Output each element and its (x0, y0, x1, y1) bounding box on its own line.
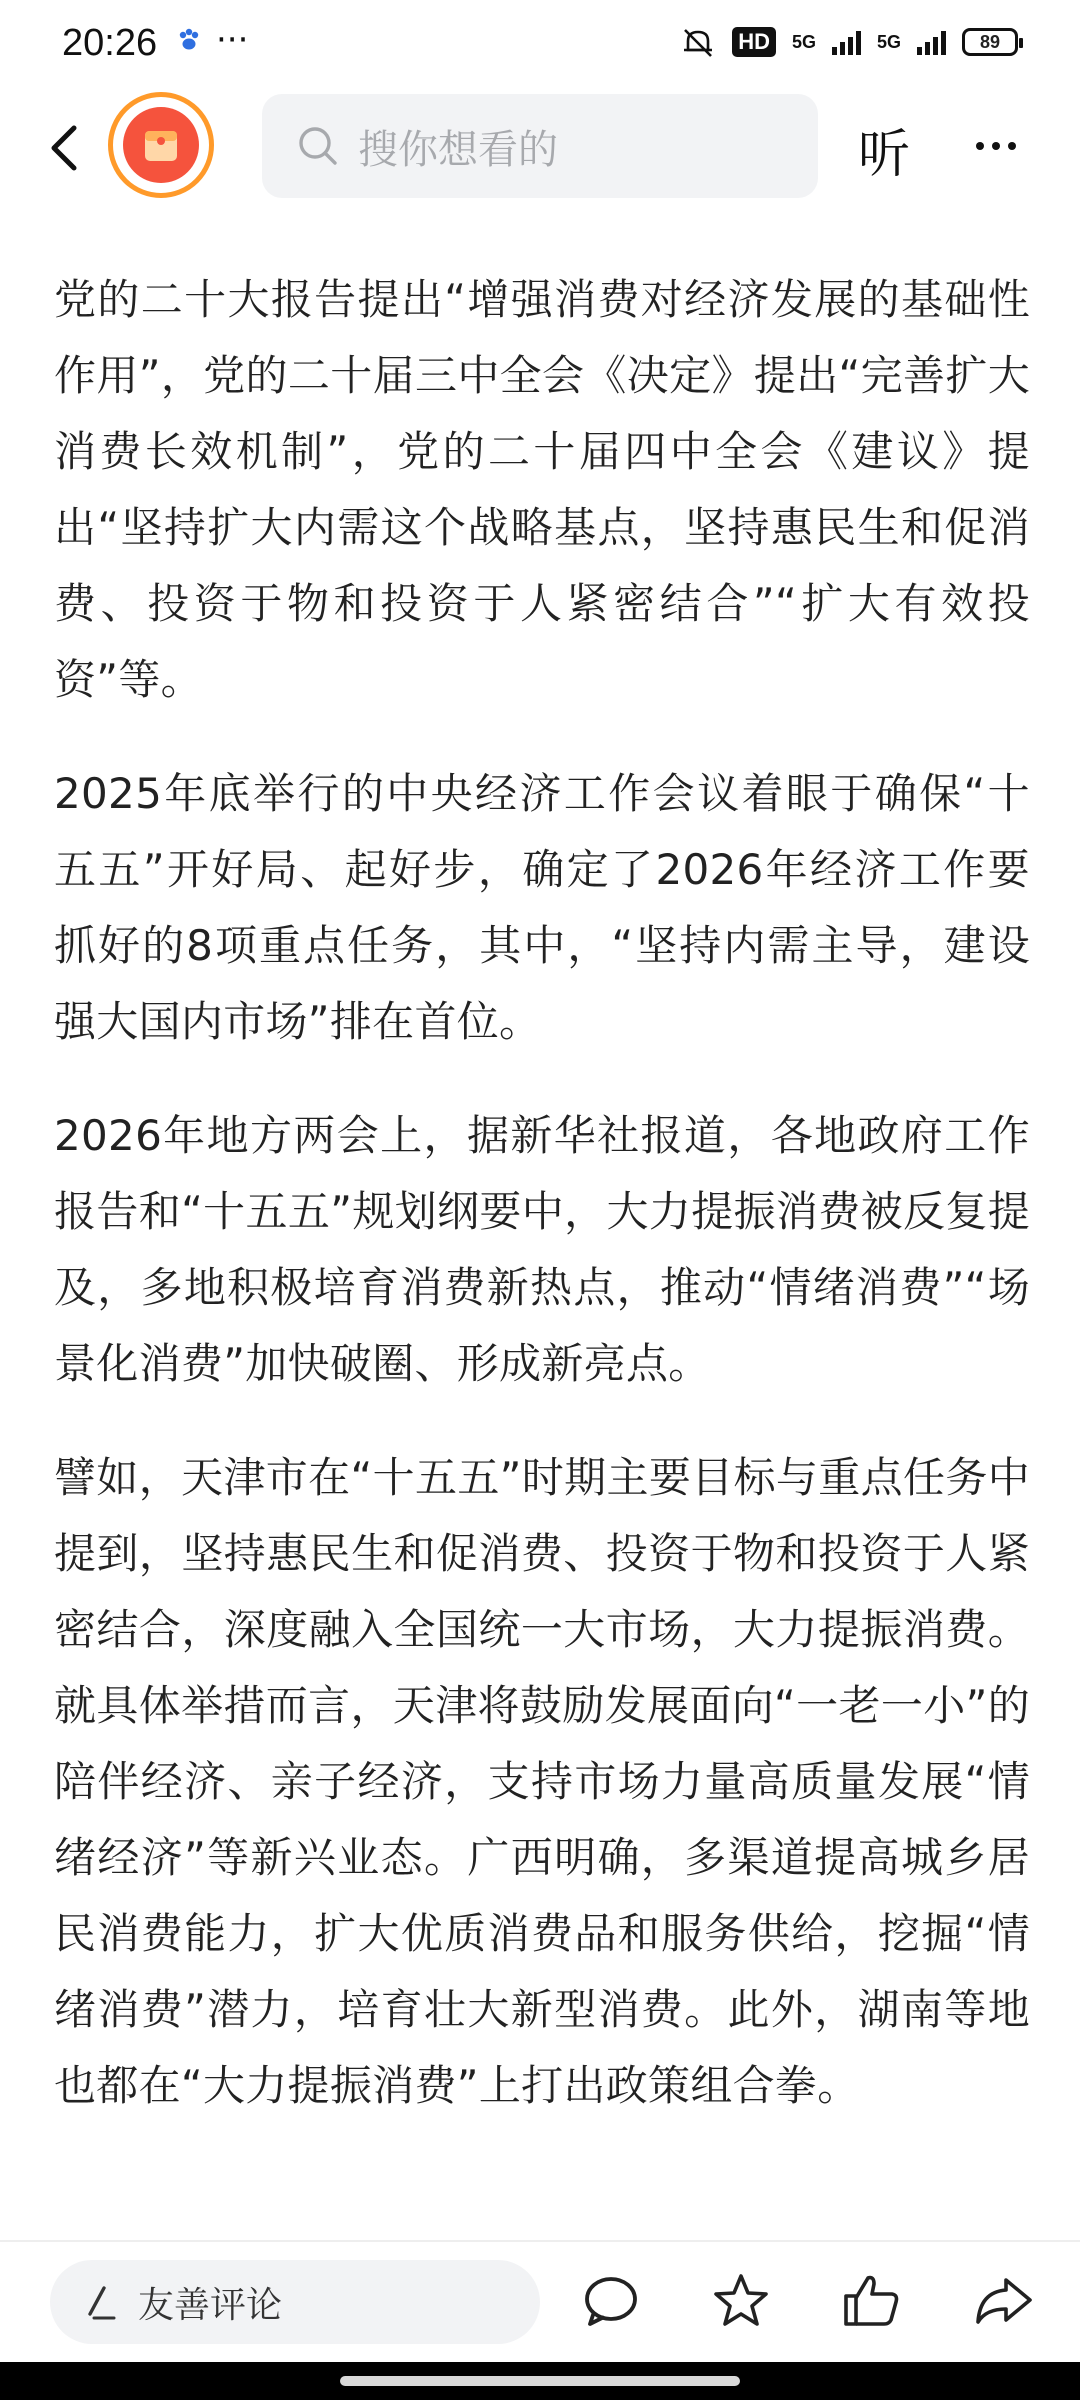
listen-button[interactable]: 听 (858, 125, 911, 185)
comment-input[interactable] (50, 2260, 540, 2344)
search-icon (296, 124, 340, 168)
paragraph: 党的二十大报告提出“增强消费对经济发展的基础性作用”，党的二十届三中全会《决定》提出“完善扩大消费长效机制”，党的二十届四中全会《建议》提出“坚持扩大内需这个战略基点，坚持惠民生和促消费、投资于物和投资于人紧密结合”“扩大有效投资”等。 (54, 275, 1030, 704)
status-extra (176, 20, 248, 60)
home-indicator[interactable] (340, 2376, 740, 2386)
network-label-2: 5G (876, 31, 901, 52)
status-right (680, 26, 1018, 58)
status-dots: ··· (216, 20, 249, 60)
signal-bars-2-icon (917, 29, 946, 55)
red-envelope-icon (121, 105, 201, 185)
system-nav-bar (0, 2362, 1080, 2400)
status-bar (0, 0, 1080, 92)
hd-badge: HD (732, 27, 776, 57)
header (0, 92, 1080, 204)
battery-icon: 89 (962, 28, 1018, 56)
mute-bell-icon (680, 26, 716, 58)
signal-bars-icon (832, 29, 861, 55)
comment-icon[interactable] (578, 2268, 644, 2334)
paragraph: 2025年底举行的中央经济工作会议着眼于确保“十五五”开好局、起好步，确定了2026年经济工作要抓好的8项重点任务，其中，“坚持内需主导，建设强大国内市场”排在首位。 (54, 769, 1030, 1046)
search-input[interactable] (262, 94, 818, 198)
search-placeholder: 搜你想看的 (358, 126, 558, 173)
pen-icon (80, 2282, 120, 2322)
share-icon[interactable] (970, 2268, 1036, 2334)
article-body (54, 262, 1030, 2162)
network-label: 5G (791, 31, 816, 52)
status-time: 20:26 (62, 22, 158, 64)
star-icon[interactable] (708, 2268, 774, 2334)
back-arrow-icon[interactable] (38, 116, 98, 180)
paragraph: 譬如，天津市在“十五五”时期主要目标与重点任务中提到，坚持惠民生和促消费、投资于物和投资于人紧密结合，深度融入全国统一大市场，大力提振消费。就具体举措而言，天津将鼓励发展面向“一老一小”的陪伴经济、亲子经济，支持市场力量高质量发展“情绪经济”等新兴业态。广西明确，多渠道提高城乡居民消费能力，扩大优质消费品和服务供给，挖掘“情绪消费”潜力，培育壮大新型消费。此外，湖南等地也都在“大力提振消费”上打出政策组合拳。 (54, 1453, 1030, 2110)
app-logo-icon[interactable] (108, 92, 214, 198)
comment-placeholder: 友善评论 (138, 2284, 283, 2326)
baidu-paw-icon (176, 27, 202, 53)
more-icon[interactable] (976, 116, 1036, 176)
bottom-action-bar (0, 2242, 1080, 2362)
thumbs-up-icon[interactable] (838, 2268, 904, 2334)
paragraph: 2026年地方两会上，据新华社报道，各地政府工作报告和“十五五”规划纲要中，大力提振消费被反复提及，多地积极培育消费新热点，推动“情绪消费”“场景化消费”加快破圈、形成新亮点。 (54, 1111, 1030, 1388)
